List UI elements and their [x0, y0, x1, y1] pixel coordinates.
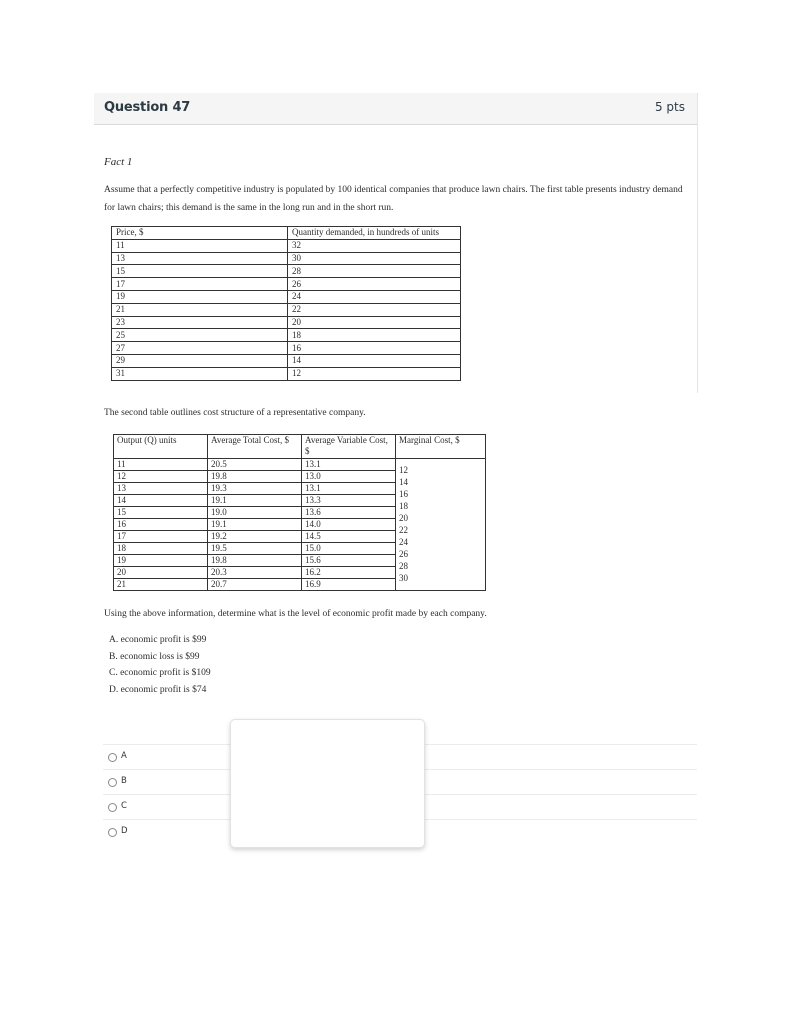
table-row [112, 239, 461, 252]
atc-cell: 20.5 [208, 459, 302, 471]
quantity-cell: 18 [288, 329, 461, 342]
answer-label: C [121, 801, 127, 811]
marginal-cost-value: 30 [399, 573, 408, 583]
price-cell: 25 [112, 329, 288, 342]
table-header-cell: Price, $ [112, 227, 288, 240]
marginal-cost-value: 20 [399, 513, 408, 523]
cost-table [113, 434, 486, 591]
table-header-cell: Average Total Cost, $ [208, 435, 302, 459]
output-cell: 20 [114, 567, 208, 579]
price-cell: 31 [112, 367, 288, 380]
quantity-cell: 20 [288, 316, 461, 329]
marginal-cost-value: 16 [399, 489, 408, 499]
radio-button[interactable] [108, 803, 117, 812]
quantity-cell: 12 [288, 367, 461, 380]
choice-text: A. economic profit is $99 [109, 635, 207, 645]
divider [697, 93, 698, 393]
avc-cell: 13.1 [302, 459, 396, 471]
marginal-cost-value: 24 [399, 537, 408, 547]
output-cell: 16 [114, 519, 208, 531]
atc-cell: 20.7 [208, 579, 302, 591]
table-header-cell: Marginal Cost, $ [396, 435, 486, 459]
quantity-cell: 32 [288, 239, 461, 252]
price-cell: 29 [112, 354, 288, 367]
atc-cell: 19.2 [208, 531, 302, 543]
table-row [112, 252, 461, 265]
table-row [114, 459, 486, 471]
table-row [112, 278, 461, 291]
marginal-cost-value: 14 [399, 477, 408, 487]
table-header-cell: Average Variable Cost, $ [302, 435, 396, 459]
second-intro-text: The second table outlines cost structure of a representative company. [104, 408, 366, 418]
quantity-cell: 28 [288, 265, 461, 278]
question-prompt: Using the above information, determine what is the level of economic profit made by each company. [104, 609, 487, 619]
question-title: Question 47 [104, 100, 191, 115]
radio-button[interactable] [108, 753, 117, 762]
table-header-row [112, 227, 461, 240]
quantity-cell: 22 [288, 303, 461, 316]
output-cell: 18 [114, 543, 208, 555]
choice-list [109, 632, 211, 698]
output-cell: 21 [114, 579, 208, 591]
table-row [112, 316, 461, 329]
radio-button[interactable] [108, 828, 117, 837]
atc-cell: 19.3 [208, 483, 302, 495]
table-row [112, 290, 461, 303]
price-cell: 11 [112, 239, 288, 252]
choice-text: D. economic profit is $74 [109, 684, 207, 695]
quantity-cell: 14 [288, 354, 461, 367]
price-cell: 19 [112, 290, 288, 303]
answer-label: B [121, 776, 127, 786]
output-cell: 11 [114, 459, 208, 471]
table-header-cell: Quantity demanded, in hundreds of units [288, 227, 461, 240]
avc-cell: 13.6 [302, 507, 396, 519]
table-header-cell: Output (Q) units [114, 435, 208, 459]
atc-cell: 19.8 [208, 555, 302, 567]
output-cell: 12 [114, 471, 208, 483]
avc-cell: 15.0 [302, 543, 396, 555]
avc-cell: 13.3 [302, 495, 396, 507]
table-row [112, 354, 461, 367]
question-points: 5 pts [654, 100, 685, 114]
output-cell: 14 [114, 495, 208, 507]
fact-label: Fact 1 [104, 156, 133, 168]
avc-cell: 13.1 [302, 483, 396, 495]
marginal-cost-value: 18 [399, 501, 408, 511]
radio-button[interactable] [108, 778, 117, 787]
marginal-cost-value: 22 [399, 525, 408, 535]
price-cell: 13 [112, 252, 288, 265]
quantity-cell: 16 [288, 342, 461, 355]
question-header [94, 93, 697, 125]
avc-cell: 16.2 [302, 567, 396, 579]
output-cell: 19 [114, 555, 208, 567]
table-row [112, 265, 461, 278]
choice-text: C. economic profit is $109 [109, 668, 211, 678]
avc-cell: 14.0 [302, 519, 396, 531]
choice-text: B. economic loss is $99 [109, 651, 200, 662]
intro-text: Assume that a perfectly competitive industry is populated by 100 identical companies that produce lawn chairs. The first table presents industry demand for lawn chairs; this demand is the same in the long run and in the short run. [104, 185, 683, 213]
output-cell: 17 [114, 531, 208, 543]
avc-cell: 15.6 [302, 555, 396, 567]
price-cell: 17 [112, 278, 288, 291]
demand-table [111, 226, 461, 381]
atc-cell: 19.1 [208, 519, 302, 531]
table-row [112, 303, 461, 316]
popup-panel [230, 719, 425, 848]
quantity-cell: 26 [288, 278, 461, 291]
table-header-row [114, 435, 486, 459]
table-row [112, 367, 461, 380]
price-cell: 23 [112, 316, 288, 329]
output-cell: 13 [114, 483, 208, 495]
price-cell: 27 [112, 342, 288, 355]
atc-cell: 19.0 [208, 507, 302, 519]
table-row [112, 329, 461, 342]
avc-cell: 14.5 [302, 531, 396, 543]
avc-cell: 13.0 [302, 471, 396, 483]
quantity-cell: 24 [288, 290, 461, 303]
atc-cell: 19.8 [208, 471, 302, 483]
answer-label: D [121, 826, 128, 836]
marginal-cost-value: 26 [399, 549, 408, 559]
atc-cell: 19.5 [208, 543, 302, 555]
marginal-cost-value: 28 [399, 561, 408, 571]
output-cell: 15 [114, 507, 208, 519]
table-row [112, 342, 461, 355]
atc-cell: 19.1 [208, 495, 302, 507]
price-cell: 21 [112, 303, 288, 316]
marginal-cost-column [396, 459, 486, 591]
avc-cell: 16.9 [302, 579, 396, 591]
atc-cell: 20.3 [208, 567, 302, 579]
quantity-cell: 30 [288, 252, 461, 265]
answer-label: A [121, 751, 127, 761]
price-cell: 15 [112, 265, 288, 278]
marginal-cost-value: 12 [399, 465, 408, 475]
